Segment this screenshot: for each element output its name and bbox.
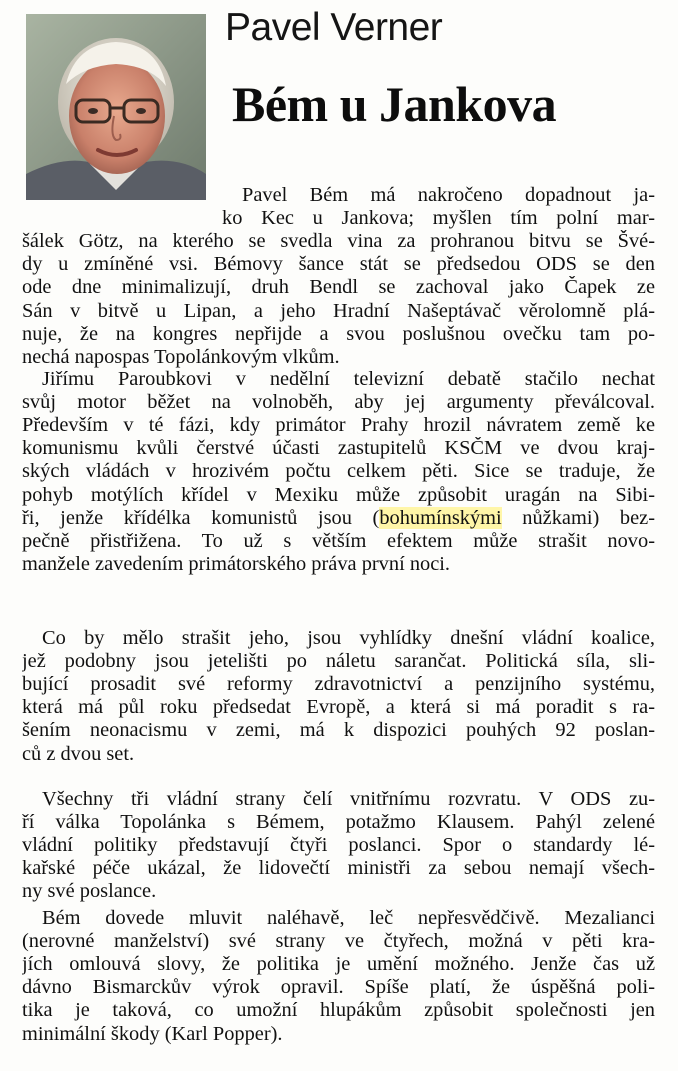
article-line: nechá napospas Topolánkovým vlkům. (22, 345, 340, 368)
article-line: bující prosadit své reformy zdravotnictví a penzijního systému, (22, 673, 655, 696)
article-line: Sán v bitvě u Lipan, a jeho Hradní Našeptávač věrolomně plá- (22, 299, 655, 322)
article-line: minimální škody (Karl Popper). (22, 1022, 283, 1045)
article-line: Co by mělo strašit jeho, jsou vyhlídky dnešní vládní koalice, (42, 627, 655, 649)
article-line: nuje, že na kongres nepřijde a svou poslušnou ovečku tam po- (22, 322, 655, 345)
article-line: šením neonacismu v zemi, má k dispozici pouhých 92 poslan- (22, 719, 655, 742)
article-line: Bém dovede mluvit naléhavě, leč nepřesvědčivě. Mezalianci (42, 907, 655, 929)
article-line: ny své poslance. (22, 880, 157, 903)
article-line: dy u zmíněné vsi. Bémovy šance stát se předsedou ODS se den (22, 253, 655, 276)
article-line: (nerovné manželství) své strany ve čtyřech, možná v pěti kra- (22, 930, 655, 953)
article-line: dávno Bismarckův výrok opravil. Spíše platí, že úspěšná poli- (22, 976, 655, 999)
article-line: jež podobny jsou jetelišti po náletu sarančat. Politická síla, sli- (22, 650, 655, 673)
article-line: ode dne minimalizují, druh Bendl se zachoval jako Čapek ze (22, 276, 655, 299)
article-line: Všechny tři vládní strany čelí vnitřnímu rozvratu. V ODS zu- (42, 788, 655, 810)
article-line: Především v té fázi, kdy primátor Prahy hrozil návratem země ke (22, 414, 655, 437)
highlighted-word: bohumínskými (379, 506, 502, 529)
author-portrait-icon (26, 14, 206, 200)
author-name: Pavel Verner (225, 6, 443, 49)
article-line: ří válka Topolánka s Bémem, potažmo Klausem. Pahýl zelené (22, 811, 655, 834)
article-line: jích omlouvá slovy, že politika je umění možného. Jenže čas už (22, 953, 655, 976)
article-line: kařské péče ukázal, že lidovečtí ministři za sebou nemají všech- (22, 857, 655, 880)
article-line: Pavel Bém má nakročeno dopadnout ja- (242, 184, 655, 206)
article-line: manžele zavedením primátorského práva první noci. (22, 552, 451, 575)
article-line: vládní politiky představují čtyři poslanci. Spor o standardy lé- (22, 834, 655, 857)
article-line: ři, jenže křídélka komunistů jsou (bohumínskými nůžkami) bez- (22, 506, 655, 529)
article-line: která má půl roku předsedat Evropě, a která si má poradit s ra- (22, 696, 655, 719)
article-line: ců z dvou set. (22, 742, 135, 765)
article-line: ko Kec u Jankova; myšlen tím polní mar- (222, 207, 655, 230)
article-line: pohyb motýlích křídel v Mexiku může způsobit uragán na Sibi- (22, 483, 655, 506)
article-line: šálek Götz, na kterého se svedla vina za prohranou bitvu se Švé- (22, 230, 655, 253)
article-line: tika je taková, co umožní hlupákům způsobit společnosti jen (22, 999, 655, 1022)
article-line: Jiřímu Paroubkovi v nedělní televizní debatě stačilo nechat (42, 368, 655, 390)
author-photo (26, 14, 206, 200)
article-line: svůj motor běžet na volnoběh, aby jej argumenty převálcoval. (22, 391, 655, 414)
article-line: pečně přistřižena. To už s větším efektem může strašit novo- (22, 529, 655, 552)
article-line: ských vládách v hrozivém počtu celkem pěti. Sice se traduje, že (22, 460, 655, 483)
headline: Bém u Jankova (232, 76, 557, 132)
article-line: komunismu kvůli čerstvé účasti zastupitelů KSČM ve dvou kraj- (22, 437, 655, 460)
